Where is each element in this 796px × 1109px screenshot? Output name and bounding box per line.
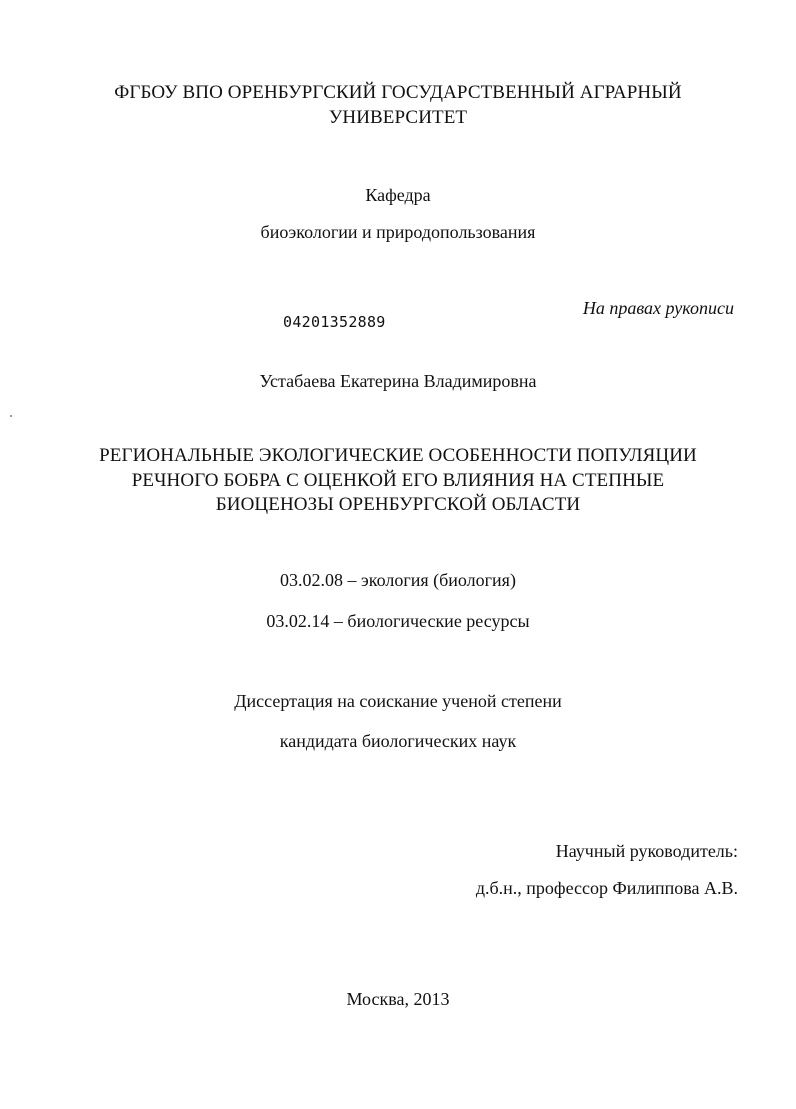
place-and-year: Москва, 2013 — [346, 989, 450, 1009]
institution-name-line-1: ФГБОУ ВПО ОРЕНБУРГСКИЙ ГОСУДАРСТВЕННЫЙ АГРАРНЫЙ — [114, 82, 682, 103]
catalog-number: 04201352889 — [283, 313, 386, 331]
institution-name-line-2: УНИВЕРСИТЕТ — [328, 107, 468, 128]
department-label: Кафедра — [365, 185, 431, 205]
scan-speck — [10, 415, 12, 417]
supervisor-name: д.б.н., профессор Филиппова А.В. — [475, 878, 738, 898]
dissertation-title-line-3: БИОЦЕНОЗЫ ОРЕНБУРГСКОЙ ОБЛАСТИ — [215, 494, 581, 515]
department-name: биоэкологии и природопользования — [260, 222, 536, 242]
specialty-code-1: 03.02.08 – экология (биология) — [280, 570, 516, 590]
dissertation-title-line-2: РЕЧНОГО БОБРА С ОЦЕНКОЙ ЕГО ВЛИЯНИЯ НА СТЕПНЫЕ — [131, 470, 665, 491]
degree-line-2: кандидата биологических наук — [279, 731, 517, 751]
specialty-code-2: 03.02.14 – биологические ресурсы — [266, 611, 530, 631]
manuscript-rights-note: На правах рукописи — [582, 298, 734, 318]
dissertation-title-line-1: РЕГИОНАЛЬНЫЕ ЭКОЛОГИЧЕСКИЕ ОСОБЕННОСТИ ПОПУЛЯЦИИ — [99, 445, 697, 466]
degree-line-1: Диссертация на соискание ученой степени — [234, 691, 562, 711]
supervisor-label: Научный руководитель: — [555, 841, 738, 861]
author-name: Устабаева Екатерина Владимировна — [259, 371, 537, 391]
